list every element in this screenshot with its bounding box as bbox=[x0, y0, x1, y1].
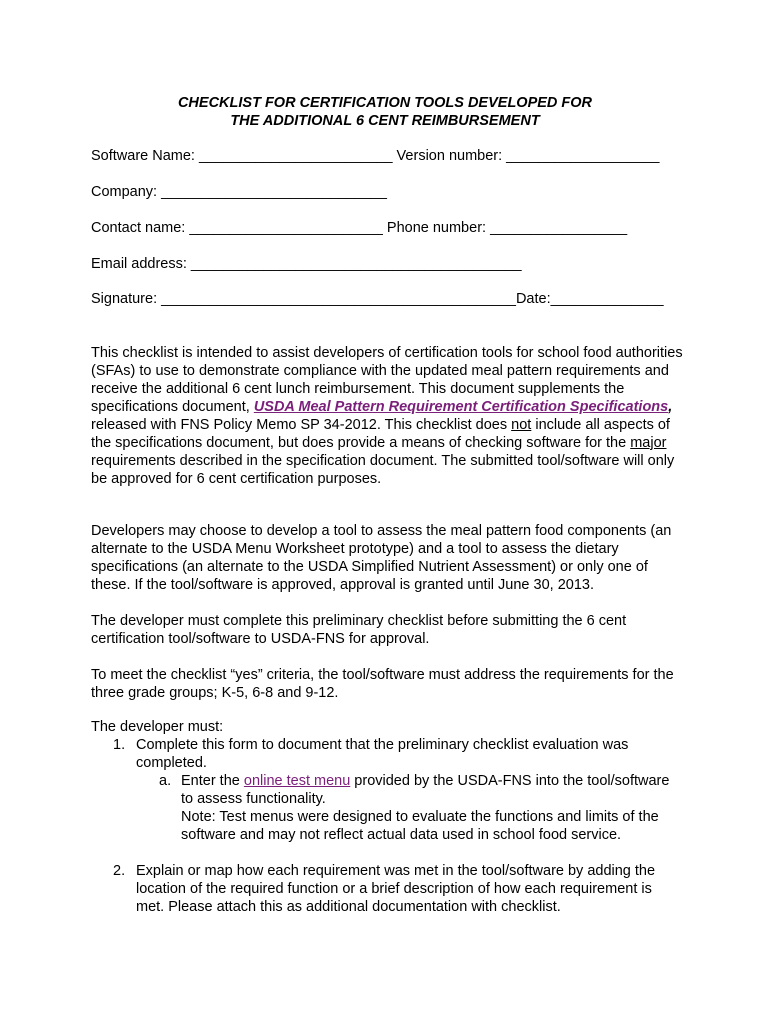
list-item-1-number: 1. bbox=[113, 737, 126, 753]
list-item-1-text: Complete this form to document that the preliminary checklist evaluation was completed. bbox=[136, 737, 629, 771]
company-field[interactable]: Company: ____________________________ bbox=[91, 184, 387, 200]
intro-not: not bbox=[511, 417, 532, 433]
list-item-2-number: 2. bbox=[113, 863, 126, 879]
intro-major: major bbox=[630, 435, 667, 451]
list-sub-a-text bbox=[181, 772, 681, 844]
email-field[interactable]: Email address: _________________________________________ bbox=[91, 256, 522, 272]
software-name-field[interactable]: Software Name: ________________________ Version number: ___________________ bbox=[91, 148, 660, 164]
title-line-1: CHECKLIST FOR CERTIFICATION TOOLS DEVELOPED FOR bbox=[177, 95, 593, 111]
online-test-menu-link[interactable]: online test menu bbox=[243, 773, 351, 789]
intro-text-3: include all aspects of the specifications document, but does provide a means of checking software for the bbox=[91, 417, 670, 451]
intro-text-4: requirements described in the specification document. The submitted tool/software will only be approved for 6 cent certification purposes. bbox=[91, 453, 675, 487]
list-sub-a-number: a. bbox=[159, 773, 172, 789]
preliminary-paragraph: The developer must complete this preliminary checklist before submitting the 6 cent certification tool/software to USDA-FNS for approval. bbox=[91, 613, 627, 647]
intro-text-2: released with FNS Policy Memo SP 34-2012. This checklist does bbox=[91, 417, 512, 433]
specifications-link[interactable]: USDA Meal Pattern Requirement Certification Specifications bbox=[253, 399, 669, 415]
sub-a-pre: Enter the bbox=[181, 773, 244, 789]
criteria-paragraph: To meet the checklist “yes” criteria, the tool/software must address the requirements for the three grade groups; K-5, 6-8 and 9-12. bbox=[91, 667, 674, 701]
developers-paragraph: Developers may choose to develop a tool to assess the meal pattern food components (an alternate to the USDA Menu Worksheet prototype) and a tool to assess the dietary specifications (an alternate to the USDA Simplified Nutrient Assessment) or only one of these. If the tool/software is approved, approval is granted until June 30, 2013. bbox=[91, 523, 672, 593]
signature-field[interactable]: Signature: ____________________________________________Date:______________ bbox=[91, 291, 664, 307]
list-item-2-text: Explain or map how each requirement was met in the tool/software by adding the location of the required function or a brief description of how each requirement is met. Please attach this as additional documentation with checklist. bbox=[136, 863, 656, 915]
intro-comma: , bbox=[668, 399, 673, 415]
title-line-2: THE ADDITIONAL 6 CENT REIMBURSEMENT bbox=[230, 113, 540, 129]
sub-a-note: Note: Test menus were designed to evaluate the functions and limits of the software and may not reflect actual data used in school food service. bbox=[181, 809, 659, 843]
sub-a-post: provided by the USDA-FNS into the tool/software to assess functionality. bbox=[181, 773, 670, 807]
intro-paragraph bbox=[91, 344, 691, 488]
contact-name-field[interactable]: Contact name: ________________________ Phone number: _________________ bbox=[91, 220, 628, 236]
intro-text-1: This checklist is intended to assist developers of certification tools for school food authorities (SFAs) to use to demonstrate compliance with the updated meal pattern requirements and receive the additional 6 cent lunch reimbursement. This document supplements the specifications document, bbox=[91, 345, 683, 415]
developer-must-heading: The developer must: bbox=[91, 719, 224, 735]
